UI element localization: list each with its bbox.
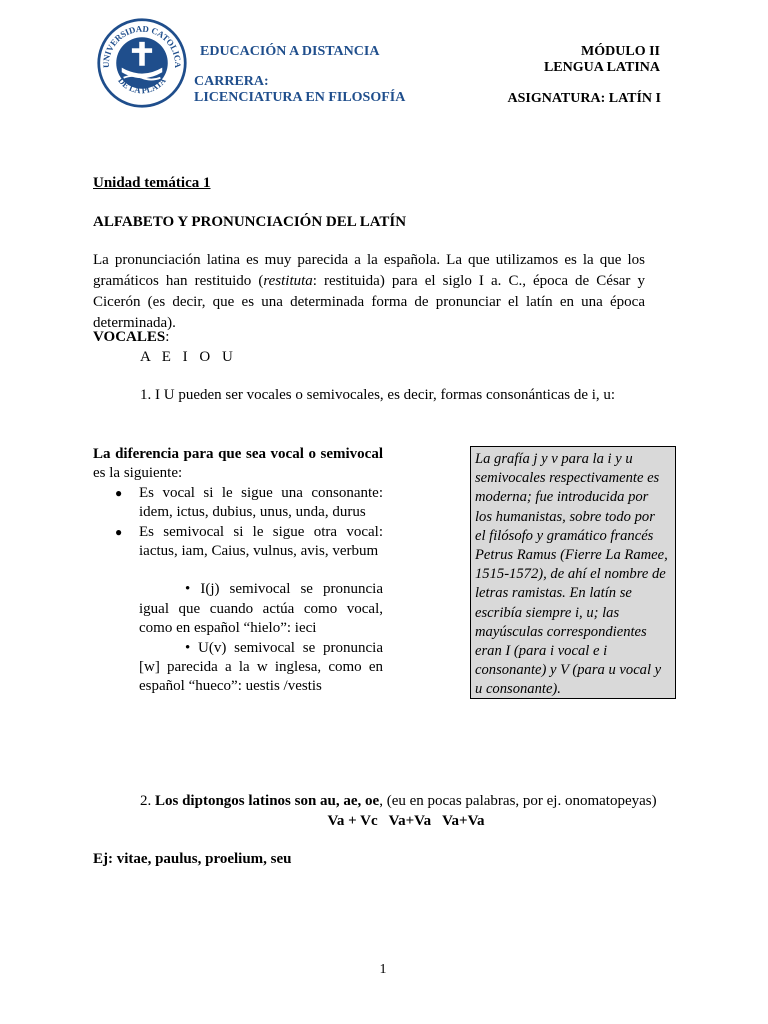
list-item: ● Es semivocal si le sigue otra vocal: iactus, iam, Caius, vulnus, avis, verbum bbox=[115, 523, 383, 560]
intro-paragraph: La pronunciación latina es muy parecida a la española. La que utilizamos es la que los gramáticos han restituido (restituta: restituida) para el siglo I a. C., época de César y Cicerón (es decir, que es una determinada forma de pronunciar el latín en una época determinada). bbox=[93, 252, 645, 331]
module-heading: MÓDULO II bbox=[581, 44, 660, 59]
bullet-icon: ● bbox=[115, 524, 123, 539]
section-title: ALFABETO Y PRONUNCIACIÓN DEL LATÍN bbox=[93, 214, 407, 230]
vowels-heading: VOCALES: bbox=[93, 329, 170, 345]
logo-top-text: UNIVERSIDAD CATOLICA bbox=[100, 23, 184, 68]
carrera-value: LICENCIATURA EN FILOSOFÍA bbox=[194, 90, 406, 105]
difference-list bbox=[93, 484, 383, 562]
difference-section bbox=[93, 445, 383, 697]
side-note-box: La grafía j y v para la i y u semivocales respectivamente es moderna; fue introducida por los humanistas, sobre todo por el filósofo y gramático francés Petrus Ramus (Fierre La Ramee, 1515-1572), de ahí el nombre de letras ramistas. En latín se escribía siempre i, u; las mayúsculas correspondientes eran I (para i vocal e i consonante) y V (para u vocal y u consonante). bbox=[470, 446, 676, 699]
logo-bottom-text: DE LA PLATA bbox=[116, 75, 168, 96]
bullet-icon: ● bbox=[115, 485, 123, 500]
diphthong-formula: Va + Vc Va+Va Va+Va bbox=[327, 813, 485, 829]
university-logo bbox=[96, 17, 188, 109]
carrera-label: CARRERA: bbox=[194, 74, 269, 89]
note-ij: • I(j) semivocal se pronuncia igual que cuando actúa como vocal, como en español “hielo”: ieci bbox=[139, 581, 383, 637]
note-uv: • U(v) semivocal se pronuncia [w] parecida a la w inglesa, como en español “hueco”: uestis /vestis bbox=[139, 639, 383, 695]
language-heading: LENGUA LATINA bbox=[543, 60, 660, 75]
subject-heading: ASIGNATURA: LATÍN I bbox=[507, 91, 661, 106]
difference-intro: La diferencia para que sea vocal o semivocal es la siguiente: bbox=[93, 446, 383, 482]
page-number: 1 bbox=[379, 962, 387, 977]
example-line: Ej: vitae, paulus, proelium, seu bbox=[93, 851, 292, 867]
point-one: 1. I U pueden ser vocales o semivocales, es decir, formas consonánticas de i, u: bbox=[140, 387, 616, 403]
education-heading: EDUCACIÓN A DISTANCIA bbox=[200, 44, 380, 59]
point-two: 2. Los diptongos latinos son au, ae, oe, (eu en pocas palabras, por ej. onomatopeyas) bbox=[140, 793, 657, 809]
vowels-list: A E I O U bbox=[140, 349, 237, 365]
list-item: ● Es vocal si le sigue una consonante: idem, ictus, dubius, unus, unda, durus bbox=[115, 484, 383, 521]
unit-title: Unidad temática 1 bbox=[93, 175, 211, 191]
